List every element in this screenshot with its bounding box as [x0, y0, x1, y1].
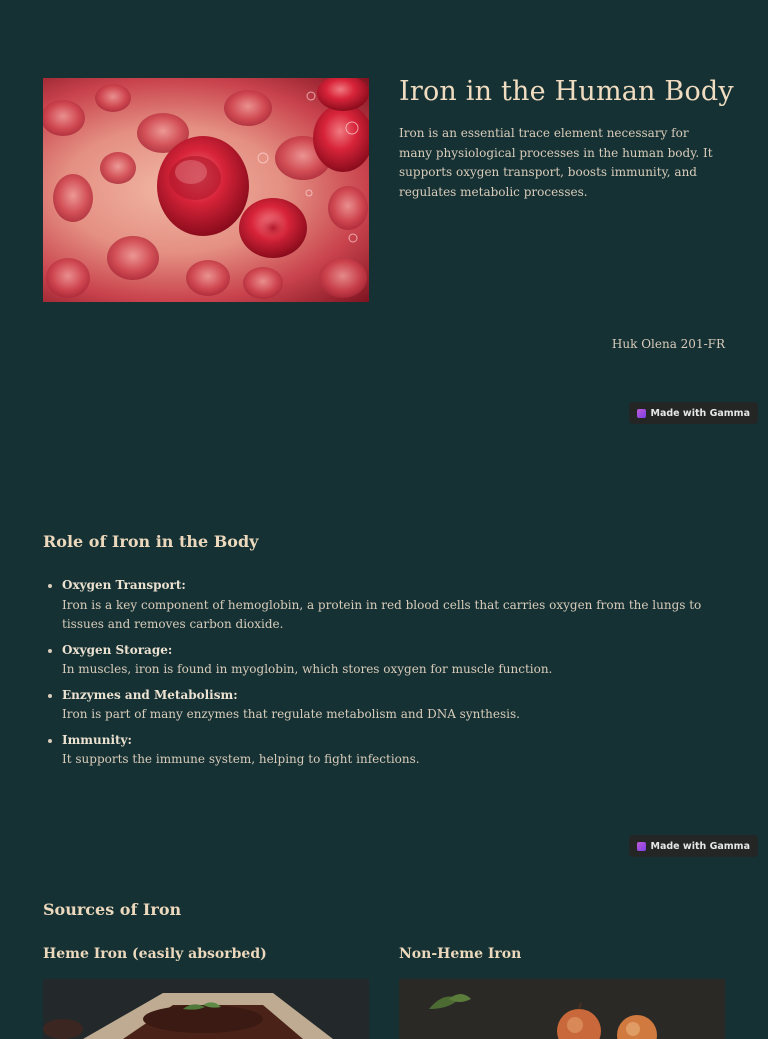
gamma-logo-icon: [637, 409, 646, 418]
title-slide: [0, 0, 768, 440]
non-heme-food-image: [399, 979, 725, 1039]
list-item: [62, 686, 742, 725]
intro-paragraph: Iron is an essential trace element necessary for many physiological processes in the human body. It supports oxygen transport, boosts immunity, and regulates metabolic processes.: [399, 126, 713, 199]
non-heme-iron-title: Non-Heme Iron: [399, 946, 522, 962]
heme-food-image: [43, 979, 369, 1039]
sources-section-title: Sources of Iron: [43, 900, 182, 919]
made-with-gamma-badge[interactable]: [629, 835, 758, 857]
author-name: Huk Olena 201-FR: [611, 337, 725, 351]
badge-label: Made with Gamma: [650, 407, 750, 419]
item-heading: • Enzymes and Metabolism:: [62, 687, 238, 702]
sources-slide: [0, 880, 768, 1024]
role-slide: [0, 440, 768, 880]
item-heading: • Oxygen Transport:: [62, 578, 186, 592]
role-section-title: Role of Iron in the Body: [43, 532, 259, 551]
item-heading: • Immunity:: [62, 732, 132, 747]
item-description: It supports the immune system, helping to fight infections.: [62, 752, 420, 766]
list-item: [62, 641, 742, 680]
list-item: [62, 576, 742, 635]
gamma-logo-icon: [637, 842, 646, 851]
red-blood-cells-image: [43, 78, 369, 302]
heme-iron-title: Heme Iron (easily absorbed): [43, 946, 267, 962]
list-item: [62, 731, 742, 770]
item-description: Iron is part of many enzymes that regulate metabolism and DNA synthesis.: [62, 707, 520, 721]
item-description: Iron is a key component of hemoglobin, a protein in red blood cells that carries oxygen from the lungs to tissues and removes carbon dioxide.: [62, 597, 702, 631]
role-list: [43, 576, 742, 776]
item-heading: • Oxygen Storage:: [62, 642, 173, 657]
item-description: In muscles, iron is found in myoglobin, which stores oxygen for muscle function.: [62, 662, 553, 676]
made-with-gamma-badge[interactable]: [629, 402, 758, 424]
page-title: Iron in the Human Body: [399, 76, 734, 107]
badge-label: Made with Gamma: [650, 840, 750, 852]
